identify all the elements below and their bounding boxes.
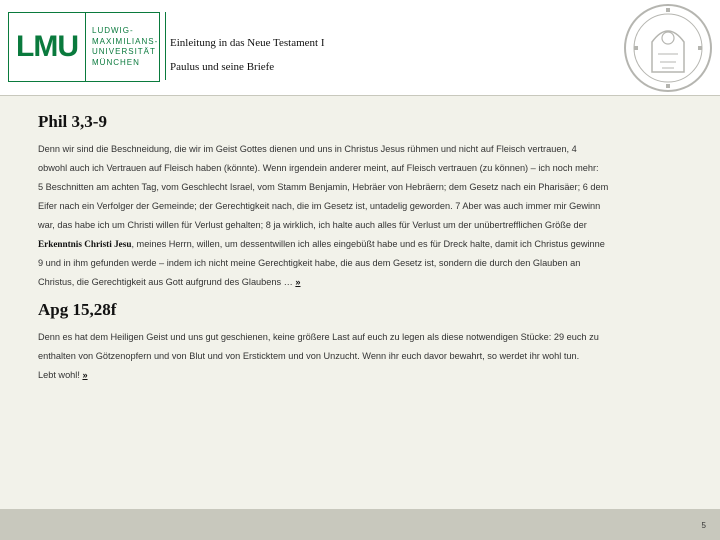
text-segment: , meines Herrn, willen, um dessentwillen ich alles eingebüßt habe und es für Dreck halte, damit ich Christus gewinne [131,239,605,249]
logo-line: MÜNCHEN [92,57,140,67]
logo-line: UNIVERSITÄT [92,47,156,56]
page-number: 5 [701,521,706,530]
text-line: Denn wir sind die Beschneidung, die wir im Geist Gottes dienen und uns in Christus Jesus rühmen und nicht auf Fleisch vertrauen, 4 [38,144,577,154]
logo-mark: LMU [9,13,86,81]
section-heading: Apg 15,28f [38,300,117,319]
text-line: 9 und in ihm gefunden werde – indem ich nicht meine Gerechtigkeit habe, die aus dem Gesetz ist, sondern die durch den Glauben an [38,258,581,268]
text-line [38,273,692,292]
logo-line: LUDWIG- [92,26,134,35]
more-link[interactable]: » [82,370,88,380]
logo-wordmark [86,13,159,81]
text-line [38,366,692,385]
emphasis-text: Erkenntnis Christi Jesu [38,239,132,249]
text-line [38,235,692,254]
course-title: Einleitung in das Neue Testament I [170,37,325,49]
text-line: Eifer nach ein Verfolger der Gemeinde; der Gerechtigkeit nach, die im Gesetz ist, untadelig geworden. 7 Aber was auch immer mir Gewinn [38,201,601,211]
text-line: Denn es hat dem Heiligen Geist und uns gut geschienen, keine größere Last auf euch zu legen als diese notwendigen Stücke: 29 euch zu [38,332,599,342]
lmu-logo [8,12,160,82]
slide-content [38,112,692,385]
slide-footer [0,509,720,540]
text-segment: Christus, die Gerechtigkeit aus Gott aufgrund des Glaubens … [38,277,296,287]
section-heading: Phil 3,3-9 [38,112,107,131]
scripture-text [38,328,692,385]
text-line: war, das habe ich um Christi willen für Verlust gehalten; 8 ja wirklich, ich halte auch alles für Verlust um der unübertrefflichen Größe der [38,220,587,230]
university-seal-icon [622,2,714,94]
text-segment: Lebt wohl! [38,370,83,380]
scripture-text [38,140,692,292]
more-link[interactable]: » [295,277,301,287]
section-phil [38,112,692,292]
slide-header [0,0,720,96]
header-divider [165,12,166,80]
logo-line: MAXIMILIANS- [92,36,159,46]
course-subtitle: Paulus und seine Briefe [170,61,275,73]
text-line: 5 Beschnitten am achten Tag, vom Geschlecht Israel, vom Stamm Benjamin, Hebräer von Hebräern; dem Gesetz nach ein Pharisäer; 6 dem [38,182,609,192]
text-line: enthalten von Götzenopfern und von Blut und von Ersticktem und von Unzucht. Wenn ihr euch davor bewahrt, so werdet ihr wohl tun. [38,351,580,361]
section-apg [38,300,692,385]
text-line: obwohl auch ich Vertrauen auf Fleisch haben (könnte). Wenn irgendein anderer meint, auf Fleisch vertrauen (zu können) – ich noch mehr: [38,163,599,173]
